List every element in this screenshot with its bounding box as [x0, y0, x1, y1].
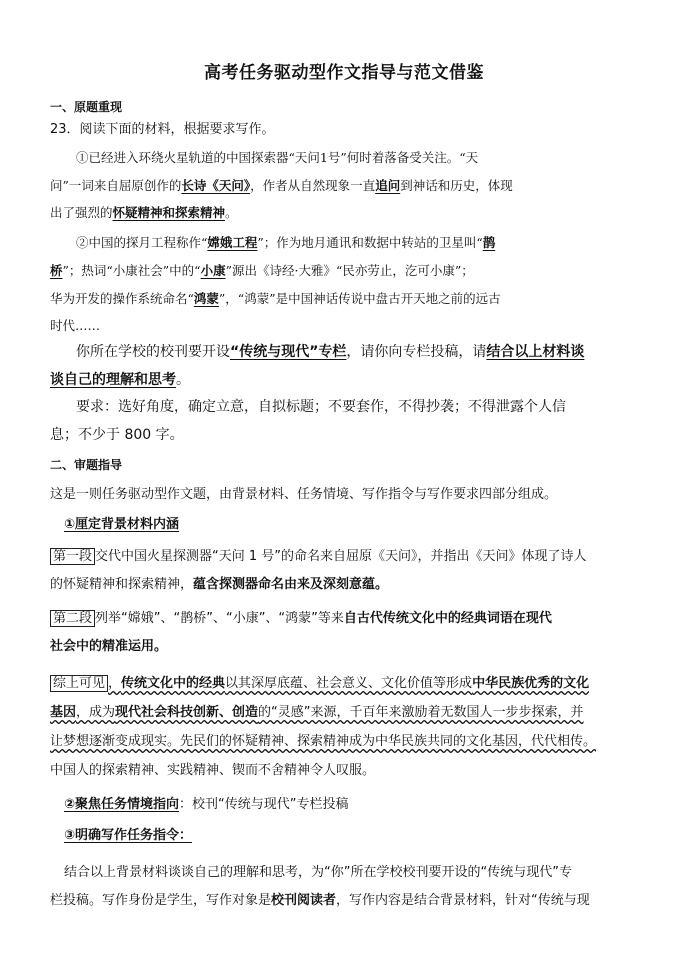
material-2-line-3: 华为开发的操作系统命名“鸿蒙”，“鸿蒙”是中国神话传说中盘古开天地之前的远古	[50, 291, 501, 306]
emphasis-long-poem: 长诗《天问》	[181, 178, 251, 193]
question-intro: 23．阅读下面的材料，根据要求写作。	[50, 122, 275, 137]
emphasis-hongmeng: 鸿蒙	[193, 291, 219, 306]
task-line-2: 谈自己的理解和思考。	[50, 372, 190, 388]
requirements-line-1: 要求：选好角度，确定立意，自拟标题；不要套作，不得抄袭；不得泄露个人信	[76, 399, 566, 415]
step-2-heading: ②聚焦任务情境指向	[64, 797, 180, 812]
box-summary: 综上可见	[50, 675, 108, 692]
material-1-line-2: 问”一词来自屈原创作的长诗《天问》，作者从自然现象一直追问到神话和历史，体现	[50, 178, 513, 193]
box-second-paragraph: 第二段	[50, 610, 95, 627]
section-heading-guidance: 二、审题指导	[50, 458, 123, 472]
para-1-line-1: 第一段 交代中国火星探测器“天问 1 号”的命名来自屈原《天问》，并指出《天问》体现了诗人	[50, 543, 640, 571]
section-heading-original: 一、原题重现	[50, 100, 123, 114]
para-2-line-1: 第二段 列举“嫦娥”、“鹊桥”、“小康”、“鸿蒙”等来自古代传统文化中的经典词语在现代	[50, 605, 640, 633]
para-3-line-3: 让梦想逐渐变成现实。先民们的怀疑精神、探索精神成为中华民族共同的文化基因，代代相传。	[50, 734, 597, 749]
para-1-line-2: 的怀疑精神和探索精神，蕴含探测器命名由来及深刻意蕴。	[50, 577, 389, 592]
emphasis-combine: 结合以上材料谈	[486, 344, 585, 360]
para-3-line-4: 中国人的探索精神、实践精神、锲而不舍精神令人叹服。	[50, 763, 376, 778]
emphasis-column: “传统与现代”专栏	[230, 344, 347, 360]
material-2-line-1: ②中国的探月工程称作“嫦娥工程”；作为地月通讯和数据中转站的卫星叫“鹊	[76, 235, 496, 250]
requirements-line-2: 息；不少于 800 字。	[50, 427, 184, 443]
material-2-line-2: 桥”；热词“小康社会”中的“小康”源出《诗经·大雅》“民亦劳止，汔可小康”；	[50, 263, 474, 278]
emphasis-zhuiwen: 追问	[375, 178, 401, 193]
task-line-1: 你所在学校的校刊要开设“传统与现代”专栏，请你向专栏投稿，请结合以上材料谈	[76, 344, 585, 360]
emphasis-que: 鹊	[482, 235, 496, 250]
step-1-heading: ①厘定背景材料内涵	[64, 517, 180, 532]
emphasis-xiaokang: 小康	[200, 263, 226, 278]
box-first-paragraph: 第一段	[50, 548, 95, 565]
emphasis-change: 嫦娥工程	[207, 235, 258, 250]
document-title: 高考任务驱动型作文指导与范文借鉴	[204, 63, 484, 83]
material-1-line-3: 出了强烈的怀疑精神和探索精神。	[50, 205, 238, 220]
para-2-line-2: 社会中的精准运用。	[50, 639, 168, 654]
final-line-1: 结合以上背景材料谈谈自己的理解和思考，为“你”所在学校校刊要开设的“传统与现代”专	[64, 865, 572, 880]
emphasis-spirit: 怀疑精神和探索精神	[112, 205, 226, 220]
guidance-intro: 这是一则任务驱动型作文题，由背景材料、任务情境、写作指令与写作要求四部分组成。	[50, 487, 558, 502]
material-2-line-4: 时代……	[50, 318, 101, 333]
step-2-line: ②聚焦任务情境指向：校刊“传统与现代”专栏投稿	[64, 797, 349, 812]
para-3-line-1: 综上可见 ，传统文化中的经典以其深厚底蕴、社会意义、文化价值等形成中华民族优秀的文化	[50, 670, 640, 698]
final-line-2: 栏投稿。写作身份是学生，写作对象是校刊阅读者，写作内容是结合背景材料，针对“传统与现	[50, 893, 590, 908]
step-3-heading: ③明确写作任务指令：	[64, 828, 193, 843]
material-1-line-1: ①已经进入环绕火星轨道的中国探索器“天问1号”何时着落备受关注。“天	[76, 150, 479, 165]
para-3-line-2: 基因，成为现代社会科技创新、创造的“灵感”来源，千百年来激励着无数国人一步步探索，并	[50, 705, 584, 720]
